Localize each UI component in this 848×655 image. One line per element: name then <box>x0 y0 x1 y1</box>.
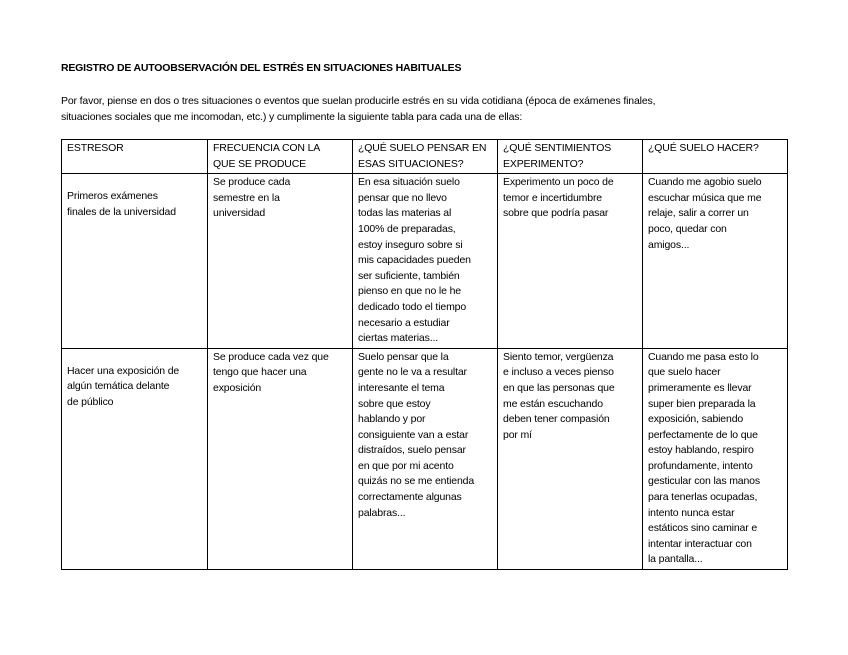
cell-line: gente no le va a resultar <box>358 366 467 379</box>
cell-line: de público <box>67 395 114 408</box>
cell-line: palabras... <box>358 506 406 519</box>
table-header-row <box>62 140 788 174</box>
cell-line: mis capacidades pueden <box>358 254 471 267</box>
cell-line: super bien preparada la <box>648 397 756 410</box>
cell-line: exposición, sabiendo <box>648 413 744 426</box>
cell-line: amigos... <box>648 238 690 251</box>
cell-frequency <box>208 348 353 569</box>
header-stressor <box>62 140 208 174</box>
cell-line: gesticular con las manos <box>648 475 760 488</box>
cell-line: me están escuchando <box>503 397 603 410</box>
cell-line: universidad <box>213 207 266 220</box>
cell-frequency <box>208 174 353 349</box>
header-line: ESAS SITUACIONES? <box>358 157 464 170</box>
cell-line: profundamente, intento <box>648 459 753 472</box>
cell-line: semestre en la <box>213 191 280 204</box>
cell-line: estoy inseguro sobre si <box>358 238 463 251</box>
cell-line: Suelo pensar que la <box>358 350 449 363</box>
cell-line: ciertas materias... <box>358 332 439 345</box>
cell-line: primeramente es llevar <box>648 381 752 394</box>
cell-line: temor e incertidumbre <box>503 191 602 204</box>
cell-line: Hacer una exposición de <box>67 364 180 377</box>
cell-line: quizás no se me entienda <box>358 475 475 488</box>
header-frequency <box>208 140 353 174</box>
cell-line: pienso en que no le he <box>358 285 461 298</box>
cell-line: deben tener compasión <box>503 413 610 426</box>
cell-line: en que las personas que <box>503 381 615 394</box>
header-line: EXPERIMENTO? <box>503 157 584 170</box>
cell-line: Cuando me pasa esto lo <box>648 350 759 363</box>
cell-thoughts <box>353 174 498 349</box>
cell-line: intento nunca estar <box>648 506 735 519</box>
cell-feelings <box>498 348 643 569</box>
cell-line: tengo que hacer una <box>213 366 307 379</box>
header-line: FRECUENCIA CON LA <box>213 142 321 154</box>
cell-line: perfectamente de lo que <box>648 428 758 441</box>
cell-line: e incluso a veces pienso <box>503 366 614 379</box>
cell-line: exposición <box>213 381 262 394</box>
cell-line: Cuando me agobio suelo <box>648 176 762 189</box>
header-line: ¿QUÉ SUELO HACER? <box>648 142 759 154</box>
cell-line: pensar que no llevo <box>358 191 447 204</box>
instructions-line: Por favor, piense en dos o tres situaciones o eventos que suelan producirle estrés en su vida cotidiana (época de exámenes finales, <box>61 95 656 107</box>
cell-line: En esa situación suelo <box>358 176 460 189</box>
cell-line: estáticos sino caminar e <box>648 522 758 535</box>
cell-line: que suelo hacer <box>648 366 721 379</box>
cell-line: todas las materias al <box>358 207 452 220</box>
cell-line: hablando y por <box>358 413 426 426</box>
cell-line: finales de la universidad <box>67 205 176 218</box>
header-thoughts <box>353 140 498 174</box>
cell-actions <box>643 174 788 349</box>
cell-line: poco, quedar con <box>648 222 727 235</box>
header-line: ¿QUÉ SUELO PENSAR EN <box>358 142 487 154</box>
cell-line: dedicado todo el tiempo <box>358 300 467 313</box>
header-line: QUE SE PRODUCE <box>213 157 306 170</box>
cell-actions <box>643 348 788 569</box>
instructions-line: situaciones sociales que me incomodan, etc.) y cumplimente la siguiente tabla para cada una de ellas: <box>61 111 523 123</box>
cell-line: interesante el tema <box>358 381 445 394</box>
cell-line: escuchar música que me <box>648 191 762 204</box>
cell-line: Primeros exámenes <box>67 190 158 203</box>
cell-line: Siento temor, vergüenza <box>503 350 614 363</box>
cell-line: sobre que podría pasar <box>503 207 609 220</box>
cell-line: estoy hablando, respiro <box>648 444 754 457</box>
header-feelings <box>498 140 643 174</box>
cell-stressor <box>62 348 208 569</box>
cell-thoughts <box>353 348 498 569</box>
instructions-paragraph <box>61 93 781 125</box>
cell-line: 100% de preparadas, <box>358 222 456 235</box>
cell-line: Se produce cada vez que <box>213 350 329 363</box>
cell-line: ser suficiente, también <box>358 269 460 282</box>
table-row <box>62 348 788 569</box>
cell-line: intentar interactuar con <box>648 537 752 550</box>
cell-line: para tenerlas ocupadas, <box>648 491 758 504</box>
cell-line: relaje, salir a correr un <box>648 207 749 220</box>
cell-line: algún temática delante <box>67 380 170 393</box>
table-row <box>62 174 788 349</box>
header-line: ¿QUÉ SENTIMIENTOS <box>503 142 612 154</box>
cell-line: Se produce cada <box>213 176 291 189</box>
cell-line: por mí <box>503 428 532 441</box>
cell-line: correctamente algunas <box>358 491 462 504</box>
header-actions <box>643 140 788 174</box>
cell-line: Experimento un poco de <box>503 176 614 189</box>
header-line: ESTRESOR <box>67 142 124 154</box>
stress-record-table <box>61 139 788 570</box>
cell-line: necesario a estudiar <box>358 316 450 329</box>
cell-line: distraídos, suelo pensar <box>358 444 466 457</box>
cell-feelings <box>498 174 643 349</box>
document-title: REGISTRO DE AUTOOBSERVACIÓN DEL ESTRÉS EN SITUACIONES HABITUALES <box>61 62 462 74</box>
cell-line: en que por mi acento <box>358 459 454 472</box>
cell-line: la pantalla... <box>648 553 703 566</box>
cell-stressor <box>62 174 208 349</box>
cell-line: sobre que estoy <box>358 397 431 410</box>
cell-line: consiguiente van a estar <box>358 428 469 441</box>
